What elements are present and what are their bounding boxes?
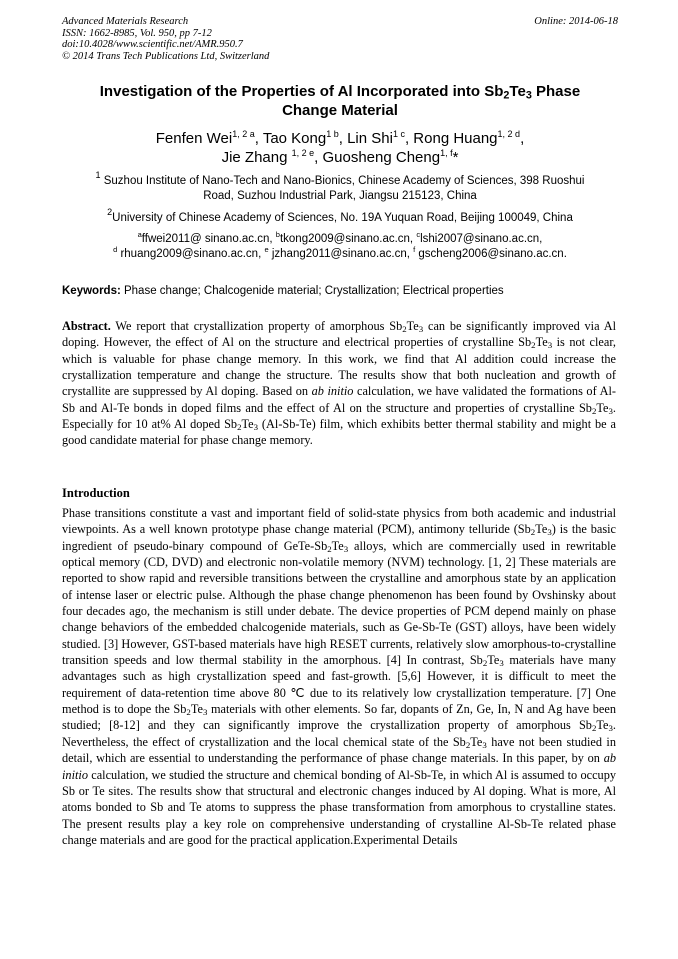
journal-name: Advanced Materials Research	[62, 16, 189, 27]
author-name: Rong Huang	[413, 130, 498, 147]
journal-copyright: © 2014 Trans Tech Publications Ltd, Switzerland	[62, 50, 270, 62]
author-name: Guosheng Cheng	[322, 149, 441, 166]
keywords-text: Phase change; Chalcogenide material; Crystallization; Electrical properties	[120, 285, 504, 297]
affiliation-2: $^2$University of Chinese Academy of Sciences, No. 19A Yuquan Road, Beijing 100049, China	[107, 207, 573, 224]
online-date: Online: 2014-06-18	[534, 16, 618, 27]
author-name: Lin Shi	[347, 130, 393, 147]
paper-title: Investigation of the Properties of Al Incorporated into $Sb_2Te_3$ Phase Change Material	[99, 83, 581, 119]
email-link[interactable]: ffwei2011@ sinano.ac.cn,	[141, 233, 276, 245]
keywords	[62, 284, 618, 299]
author-emails: $^a$ffwei2011@ sinano.ac.cn, $^b$tkong2009@sinano.ac.cn, $^c$lshi2007@sinano.ac.cn, $^d$ rhuang2009@sinano.ac.cn, $^e$ jzhang2011@sinano.ac.cn, $^f$ gscheng2006@sinano.ac.cn.	[113, 230, 567, 260]
email-link[interactable]: tkong2009@sinano.ac.cn,	[279, 233, 417, 245]
email-link[interactable]: jzhang2011@sinano.ac.cn,	[268, 248, 414, 260]
email-link[interactable]: lshi2007@sinano.ac.cn,	[420, 233, 543, 245]
author-name: Fenfen Wei	[155, 130, 233, 147]
abstract: Abstract. We report that crystallization property of amorphous $Sb_2Te_3$ can be significantly improved via Al doping. However, the effect of Al on the structure and electrical properties of crystalline $Sb_2Te_3$ is not clear, which is valuable for phase change memory. In this work, we find that Al addition could increase the crystallization temperature and change the structure. The results show that both nucleation and growth of crystallite are suppressed by Al doping. Based on ab initio calculation, we have validated the formations of Al-Sb and Al-Te bonds in doped films and the effect of Al on the structure and properties of crystalline $Sb_2Te_3$. Especially for 10 at% Al doped $Sb_2Te_3$ (Al-Sb-Te) film, which exhibits better thermal stability and might be a good candidate material for phase change memory.	[62, 319, 616, 448]
section-heading-introduction: Introduction	[62, 486, 130, 500]
email-link[interactable]: rhuang2009@sinano.ac.cn,	[117, 248, 265, 260]
introduction-text: Phase transitions constitute a vast and important field of solid-state physics from both academic and industrial viewpoints. As a well known prototype phase change material (PCM), antimony telluride $(Sb_2Te_3)$ is the basic ingredient of pseudo-binary compound of GeTe-$Sb_2Te_3$ alloys, which are commercially used in rewritable optical memory (CD, DVD) and electronic non-volatile memory (NVM) technology. [1, 2] These materials are reported to show rapid and reversible transitions between the crystalline and amorphous state by an application of intense laser or electric pulse. Although the phase change phenomenon has been found by Ovshinsky about four decades ago, the mechanism is still under debate. The device properties of PCM depend mainly on phase change behaviors of the embedded chalcogenide materials, such as Ge-Sb-Te (GST) alloys, have been widely studied. [3] However, GST-based materials have high RESET currents, relatively slow amorphous-to-crystalline transition speeds and low thermal stability in the amorphous. [4] In contrast, $Sb_2Te_3$ materials have many advantages such as high crystallization speed and fast-growth. [5,6] However, it is difficult to meet the requirement of data-retention time above 80 ℃ due to its relatively low crystallization temperature. [7] One method is to dope the $Sb_2Te_3$ materials with other elements. So far, dopants of Zn, Ge, In, N and Ag have been studied; [8-12] and they can significantly improve the crystallization property of amorphous $Sb_2Te_3$. Nevertheless, the effect of crystallization and the local chemical state of the $Sb_2Te_3$ have not been studied in detail, which are essential to understanding the performance of phase change materials. In this paper, by on ab initio calculation, we studied the structure and chemical bonding of Al-Sb-Te, in which Al is assumed to occupy Sb or Te sites. The results show that structural and electronic changes induced by Al doping. What is more, Al atoms bonded to Sb and Te atoms to suppress the phase transformation from amorphous to crystalline states. The present results play a key role on comprehensive understanding of crystalline Al-Sb-Te related phase change materials and are good for the practical application.Experimental Details	[62, 506, 617, 847]
keywords-label: Keywords:	[62, 285, 121, 297]
affiliation-1: $^1$ Suzhou Institute of Nano-Tech and Nano-Bionics, Chinese Academy of Sciences, 398 Ruoshui Road, Suzhou Industrial Park, Jiangsu 215123, China	[95, 170, 585, 202]
journal-doi: doi:10.4028/www.scientific.net/AMR.950.7	[62, 39, 243, 50]
author-list: Fenfen Wei$^{1, 2 a}$, Tao Kong$^{1 b}$, Lin Shi$^{1 c}$, Rong Huang$^{1, 2 d}$, Jie Zhang $^{1, 2 e}$, Guosheng Cheng$^{1, f}$*	[155, 129, 525, 166]
email-link[interactable]: gscheng2006@sinano.ac.cn.	[415, 248, 567, 260]
journal-issn: ISSN: 1662-8985, Vol. 950, pp 7-12	[62, 27, 212, 39]
author-name: Jie Zhang	[221, 149, 292, 166]
author-name: Tao Kong	[262, 130, 327, 147]
journal-header	[62, 16, 618, 62]
abstract-label: Abstract.	[62, 319, 111, 333]
